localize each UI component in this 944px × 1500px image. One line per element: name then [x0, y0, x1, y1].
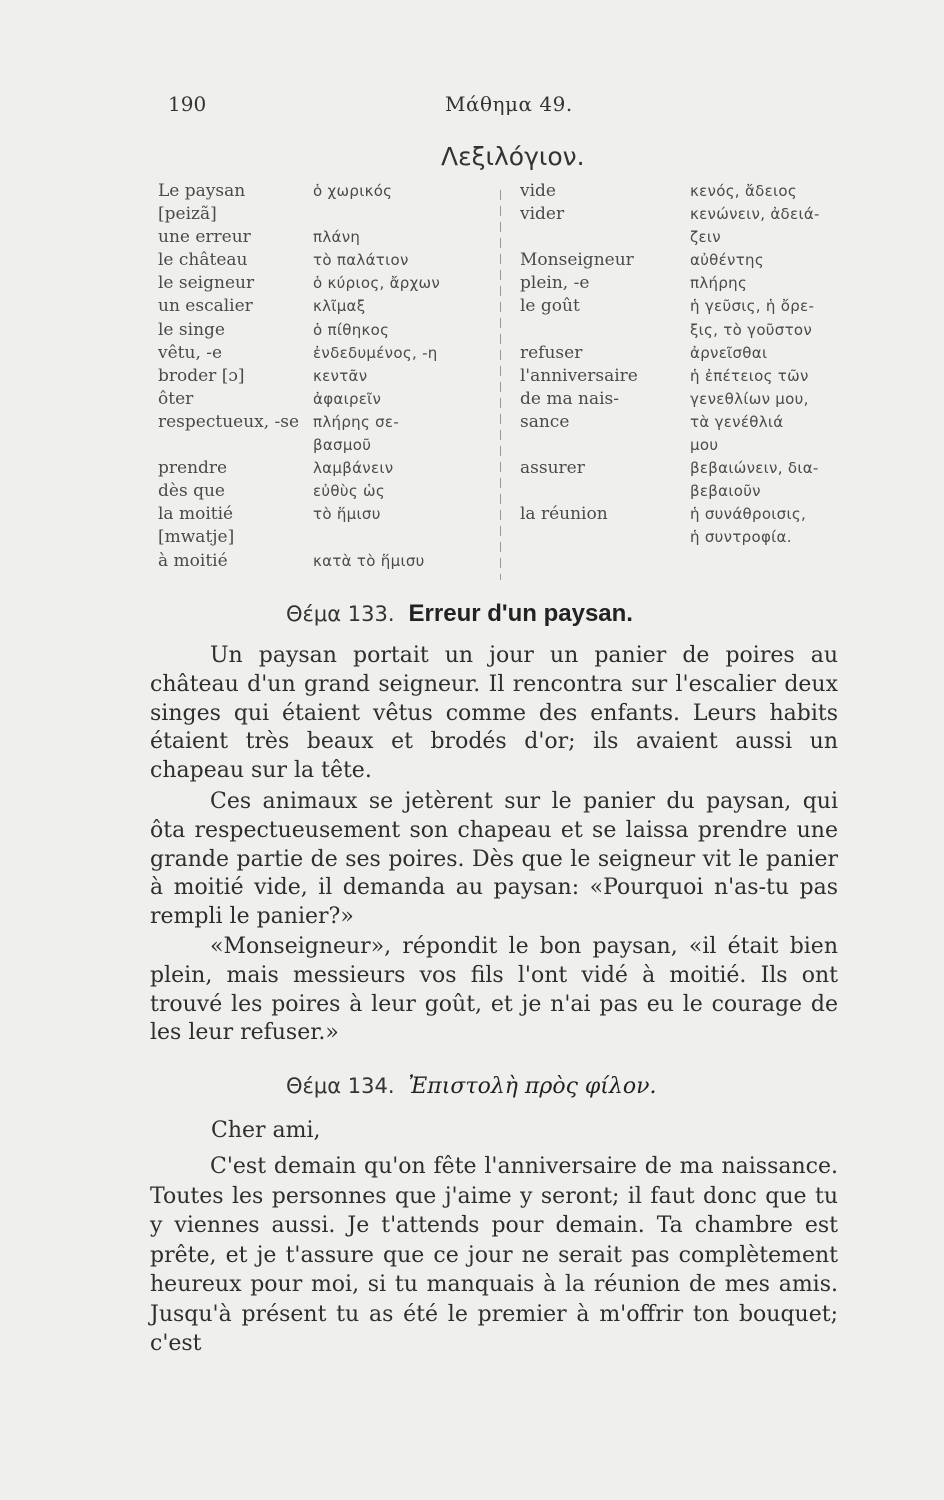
vocab-entry: πλάνη [313, 228, 361, 247]
vocab-entry: le goût [520, 296, 580, 317]
vocab-entry: un escalier [158, 296, 253, 317]
vocab-entry: κατὰ τὸ ἥμισυ [313, 551, 425, 570]
vocab-entry: broder [ɔ] [158, 365, 245, 386]
vocab-entry: πλήρης [690, 274, 748, 293]
vocab-column-french-1 [158, 180, 299, 573]
vocab-entry: refuser [520, 342, 583, 363]
exercise-133-paragraph-1: Un paysan portait un jour un panier de poires au château d'un grand seigneur. Il rencontra sur l'escalier deux singes qui étaient vêtus comme des enfants. Leurs habits étaient très beaux et brodés d'or; ils avaient aussi un chapeau sur la tête. [150, 643, 838, 784]
exercise-number: Θέμα 133. [286, 602, 395, 626]
exercise-134-paragraph: C'est demain qu'on fête l'anniversaire de ma naissance. Toutes les personnes que j'aime y seront; il faut donc que tu y viennes aussi. Je t'attends pour demain. Ta chambre est prête, et je t'assure que ce jour ne serait pas complètement heureux pour moi, si tu manquais à la réunion de mes amis. Jusqu'à présent tu as été le premier à m'offrir ton bouquet; c'est [150, 1154, 838, 1356]
vocab-entry [313, 526, 440, 549]
vocab-entry: [mwatje] [158, 527, 235, 548]
vocab-entry: πλήρης σε- [313, 412, 400, 431]
vocab-entry: plein, -e [520, 273, 590, 294]
vocab-entry: ξις, τὸ γοῦστον [690, 320, 813, 339]
vocab-entry: le singe [158, 319, 225, 340]
vocab-entry [158, 434, 299, 457]
vocab-entry: ἡ ἐπέτειος τῶν [690, 366, 809, 385]
vocab-entry: κενώνειν, ἀδειά- [690, 205, 820, 224]
vocab-entry [520, 319, 638, 342]
vocab-entry: ζειν [690, 228, 721, 247]
exercise-134-heading [286, 1074, 656, 1099]
vocab-entry: ἡ συνάθροισις, [690, 505, 807, 524]
exercise-title: Erreur d'un paysan. [408, 600, 633, 627]
vocab-entry: ἡ γεῦσις, ἡ ὄρε- [690, 297, 815, 316]
exercise-title: Ἐπιστολὴ πρὸς φίλον. [408, 1074, 657, 1099]
vocab-entry: τὰ γενέθλιά [690, 412, 784, 431]
vocab-entry: le château [158, 250, 248, 271]
vocab-entry: de ma nais- [520, 388, 619, 409]
exercise-133-paragraph-2: Ces animaux se jetèrent sur le panier du paysan, qui ôta respectueusement son chapeau et se laissa prendre une grande partie de ses poires. Dès que le seigneur vit le panier à moitié vide, il demanda au paysan: «Pourquoi n'as-tu pas rempli le panier?» [150, 789, 838, 930]
vocab-entry: vide [520, 181, 556, 201]
vocab-entry: sance [520, 411, 570, 432]
vocab-entry: ὁ κύριος, ἄρχων [313, 274, 441, 293]
vocab-entry: βεβαιοῦν [690, 482, 761, 501]
vocab-entry: αὐθέντης [690, 251, 764, 270]
vocab-entry [520, 226, 638, 249]
vocab-column-french-2 [520, 180, 638, 526]
vocab-entry: dès que [158, 481, 225, 502]
vocab-entry: μου [690, 436, 719, 455]
vocab-entry: λαμβάνειν [313, 459, 394, 478]
vocab-entry: à moitié [158, 550, 228, 571]
vocab-column-greek-2 [690, 180, 820, 550]
vocab-entry: ôter [158, 388, 194, 409]
vocab-entry: prendre [158, 458, 228, 479]
vocab-entry: βεβαιώνειν, δια- [690, 459, 819, 478]
vocab-entry [520, 480, 638, 503]
vocab-entry: vider [520, 204, 565, 225]
page-number: 190 [168, 92, 207, 116]
vocabulary-table [0, 180, 944, 580]
vocab-entry: Monseigneur [520, 250, 634, 271]
vocab-entry: la réunion [520, 504, 608, 525]
vocab-entry: une erreur [158, 227, 251, 248]
vocab-entry: Le paysan [158, 181, 246, 201]
vocab-entry: la moitié [158, 504, 234, 525]
vocab-entry: le seigneur [158, 273, 255, 294]
vocab-entry: ἐνδεδυμένος, -η [313, 343, 438, 362]
vocab-entry: ὁ χωρικός [313, 182, 393, 200]
exercise-number: Θέμα 134. [286, 1074, 395, 1098]
vocab-entry: κεντᾶν [313, 366, 368, 385]
vocab-entry: assurer [520, 458, 585, 479]
letter-greeting: Cher ami, [211, 1118, 321, 1143]
vocab-entry: κενός, ἄδειος [690, 182, 797, 200]
vocab-entry: εὐθὺς ὡς [313, 482, 385, 501]
vocab-column-greek-1 [313, 180, 440, 573]
vocab-entry: vêtu, -e [158, 342, 223, 363]
vocab-entry: γενεθλίων μου, [690, 389, 809, 408]
vocab-entry: l'anniversaire [520, 365, 638, 386]
vocab-entry: ὁ πίθηκος [313, 320, 390, 339]
vocab-entry: respectueux, -se [158, 411, 300, 432]
vocab-entry [520, 434, 638, 457]
running-head: Μάθημα 49. [445, 92, 573, 116]
vocab-entry: τὸ παλάτιον [313, 251, 409, 270]
vocab-entry: ἀφαιρεῖν [313, 389, 382, 408]
exercise-133-heading [286, 600, 633, 628]
vocabulary-title: Λεξιλόγιον. [441, 142, 585, 171]
vocab-entry: [peizã] [158, 204, 217, 225]
vocab-entry: ἀρνεῖσθαι [690, 343, 768, 362]
vocab-entry: κλῖμαξ [313, 297, 366, 316]
vocab-entry: ἡ συντροφία. [690, 528, 792, 547]
vocab-entry: τὸ ἥμισυ [313, 505, 381, 524]
column-divider [500, 190, 501, 580]
vocab-entry: βασμοῦ [313, 436, 372, 455]
vocab-entry [313, 203, 440, 226]
exercise-133-paragraph-3: «Monseigneur», répondit le bon paysan, «il était bien plein, mais messieurs vos fils l'ont vidé à moitié. Ils ont trouvé les poires à leur goût, et je n'ai pas eu le courage de les leur refuser.» [150, 934, 838, 1046]
